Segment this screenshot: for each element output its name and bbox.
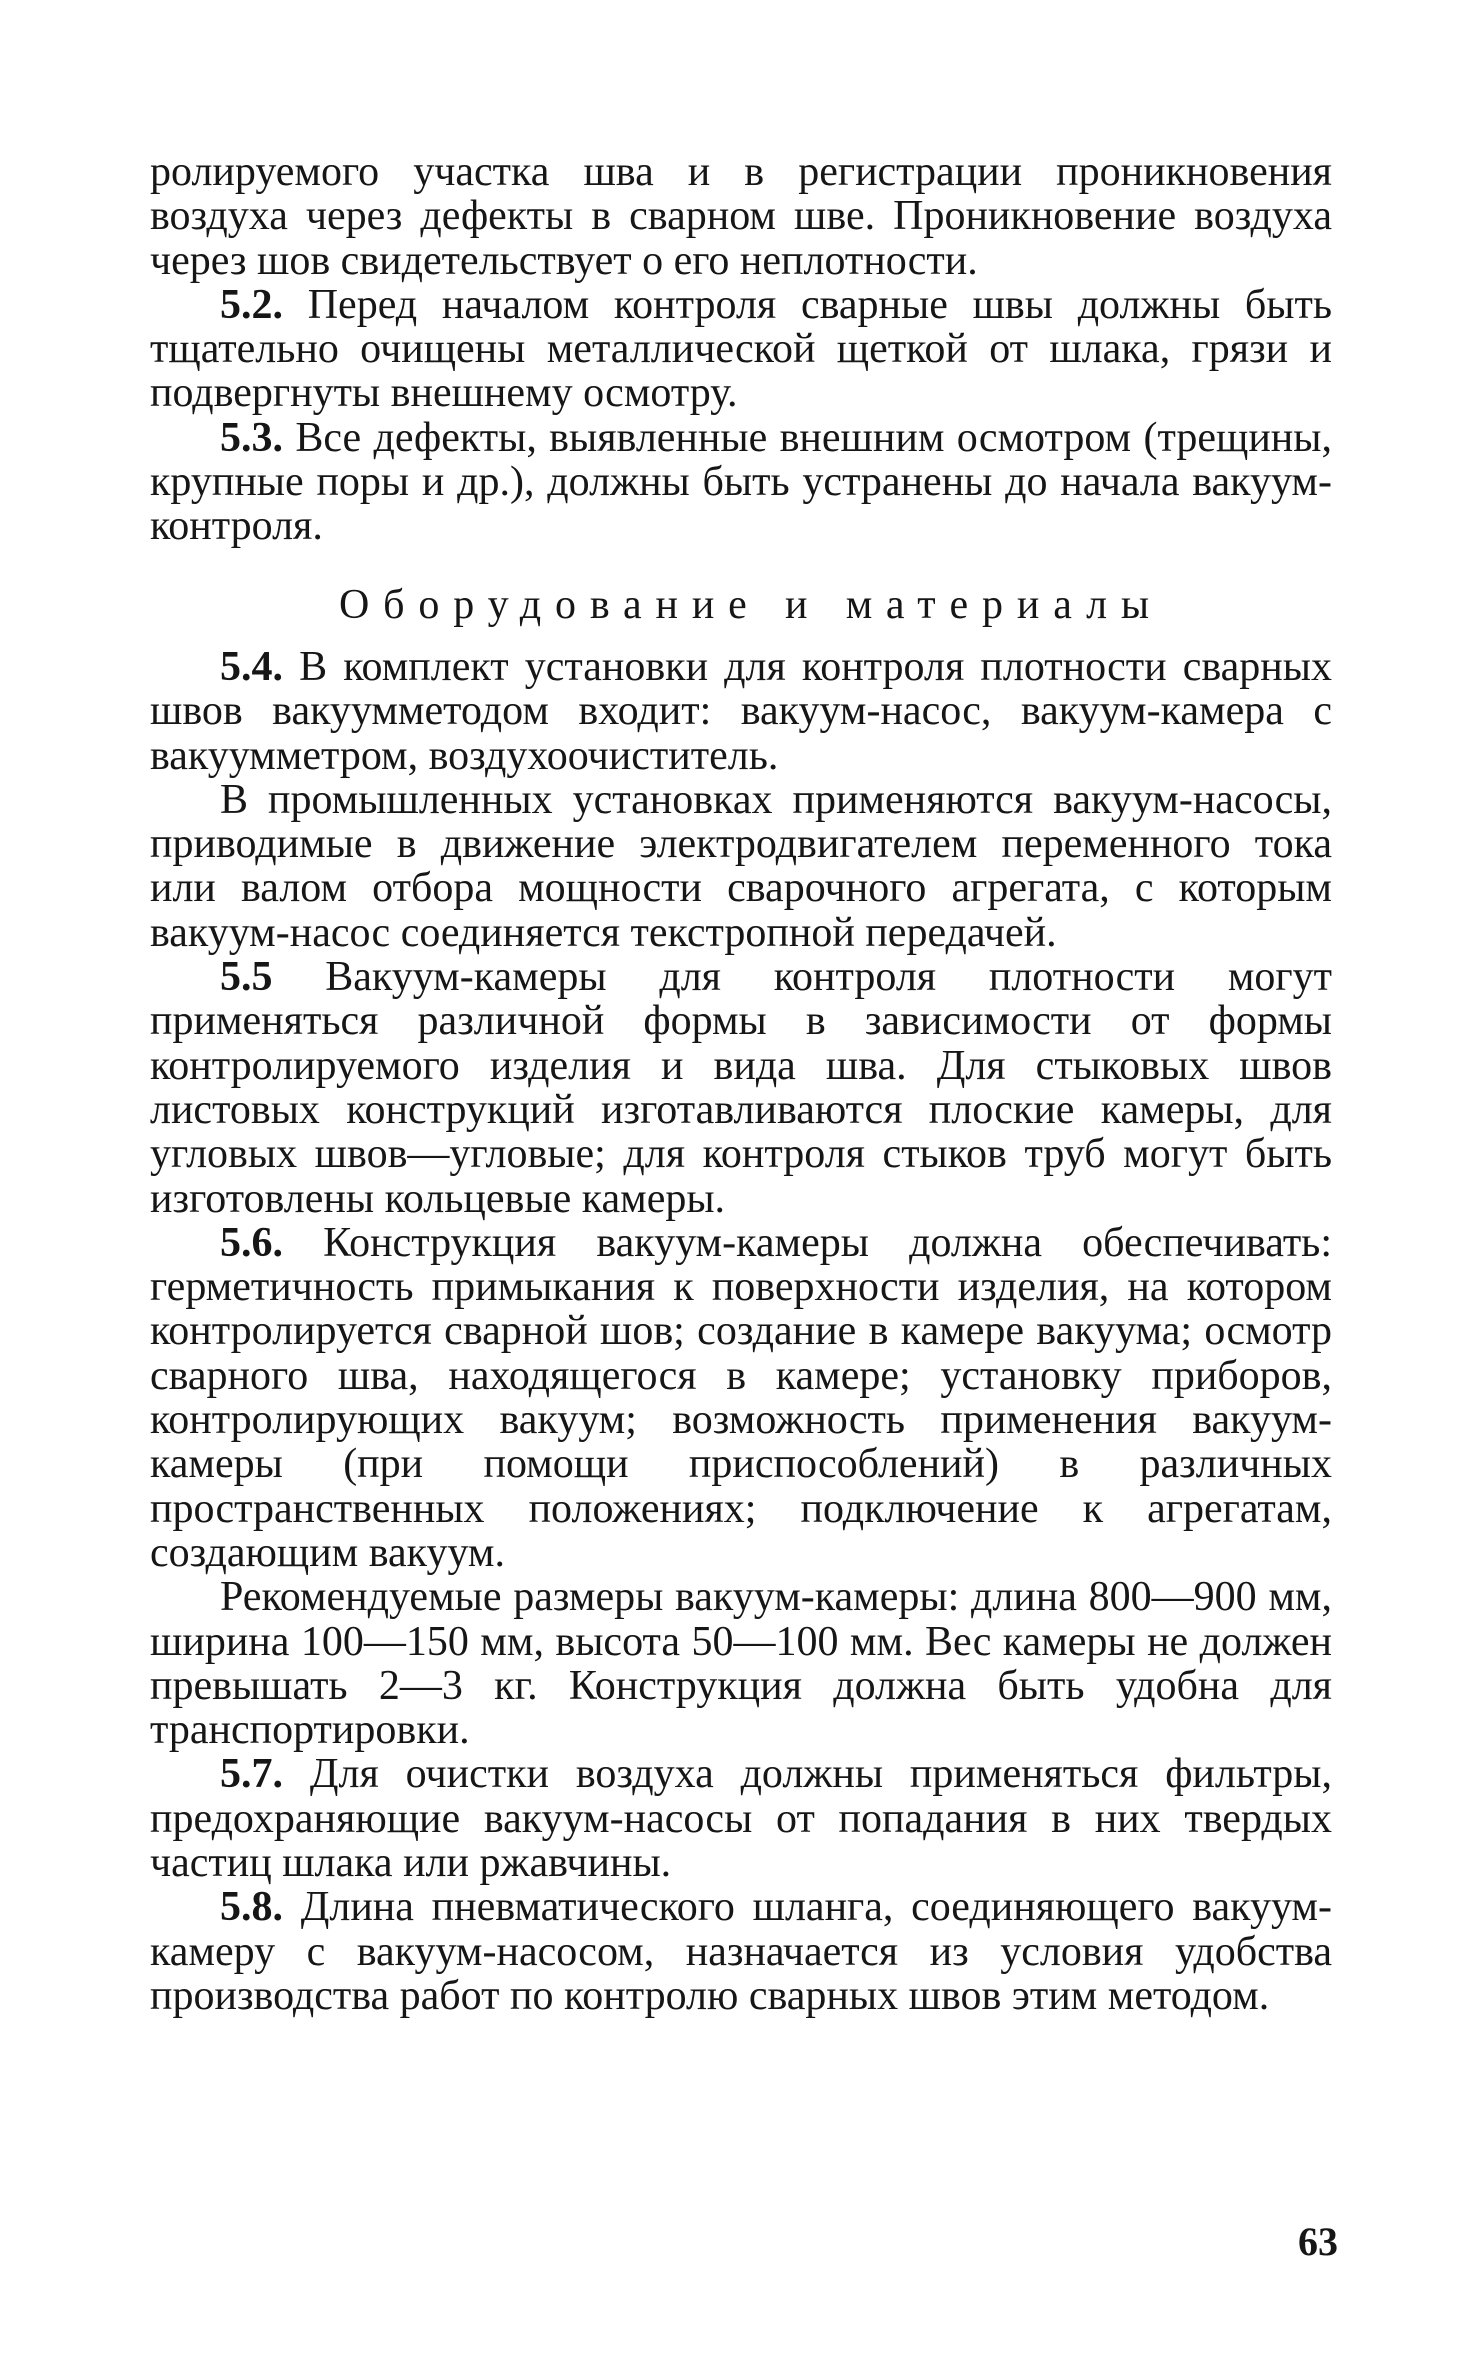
paragraph-text: Длина пневматического шланга, соединяющего вакуум-камеру с вакуум-насосом, назначается из условия удобства производства работ по контролю сварных швов этим методом. bbox=[150, 1884, 1332, 2019]
section-number: 5.6. bbox=[220, 1219, 283, 1266]
paragraph-5-7 bbox=[150, 1752, 1332, 1885]
section-number: 5.3. bbox=[220, 414, 283, 461]
section-number: 5.4. bbox=[220, 643, 283, 690]
paragraph-text: Конструкция вакуум-камеры должна обеспечивать: герметичность примыкания к поверхности изделия, на котором контролируется сварной шов; создание в камере вакуума; осмотр сварного шва, находящегося в камере; установку приборов, контролирующих вакуум; возможность применения вакуум-камеры (при помощи приспособлений) в различных пространственных положениях; подключение к агрегатам, создающим вакуум. bbox=[150, 1219, 1332, 1576]
paragraph-text: Все дефекты, выявленные внешним осмотром (трещины, крупные поры и др.), должны быть устранены до начала вакуум-контроля. bbox=[150, 414, 1332, 550]
paragraph-5-5 bbox=[150, 955, 1332, 1221]
section-number: 5.2. bbox=[220, 281, 283, 328]
section-number: 5.8. bbox=[220, 1884, 283, 1931]
paragraph-text: Рекомендуемые размеры вакуум-камеры: длина 800—900 мм, ширина 100—150 мм, высота 50—100 мм. Вес камеры не должен превышать 2—3 кг. Конструкция должна быть удобна для транспортировки. bbox=[150, 1574, 1332, 1754]
paragraph-text: В промышленных установках применяются вакуум-насосы, приводимые в движение электродвигателем переменного тока или валом отбора мощности сварочного агрегата, с которым вакуум-насос соединяется текстропной передачей. bbox=[150, 776, 1332, 956]
paragraph-text: В комплект установки для контроля плотности сварных швов вакуумметодом входит: вакуум-насос, вакуум-камера с вакуумметром, воздухоочиститель. bbox=[150, 643, 1332, 779]
section-heading: Оборудование и материалы bbox=[338, 581, 1163, 628]
paragraph-5-6 bbox=[150, 1221, 1332, 1575]
page-number: 63 bbox=[1298, 2219, 1338, 2264]
paragraph-recommended-sizes bbox=[150, 1575, 1332, 1752]
paragraph-5-4 bbox=[150, 645, 1332, 778]
paragraph-industrial-units bbox=[150, 778, 1332, 955]
paragraph-text: ролируемого участка шва и в регистрации проникновения воздуха через дефекты в сварном шве. Проникновение воздуха через шов свидетельствует о его неплотности. bbox=[150, 149, 1332, 284]
section-number: 5.7. bbox=[220, 1751, 283, 1798]
paragraph-text: Перед началом контроля сварные швы должны быть тщательно очищены металлической щеткой от шлака, грязи и подвергнуты внешнему осмотру. bbox=[150, 281, 1332, 417]
paragraph-continuation bbox=[150, 150, 1332, 283]
paragraph-5-8 bbox=[150, 1885, 1332, 2018]
paragraph-text: Вакуум-камеры для контроля плотности могут применяться различной формы в зависимости от формы контролируемого изделия и вида шва. Для стыковых швов листовых конструкций изготавливаются плоские камеры, для угловых швов—угловые; для контроля стыков труб могут быть изготовлены кольцевые камеры. bbox=[150, 954, 1332, 1222]
section-number: 5.5 bbox=[220, 954, 273, 1001]
page-body bbox=[150, 150, 1332, 2018]
paragraph-5-2 bbox=[150, 283, 1332, 416]
paragraph-text: Для очистки воздуха должны применяться фильтры, предохраняющие вакуум-насосы от попадания в них твердых частиц шлака или ржавчины. bbox=[150, 1751, 1332, 1886]
paragraph-5-3 bbox=[150, 416, 1332, 549]
